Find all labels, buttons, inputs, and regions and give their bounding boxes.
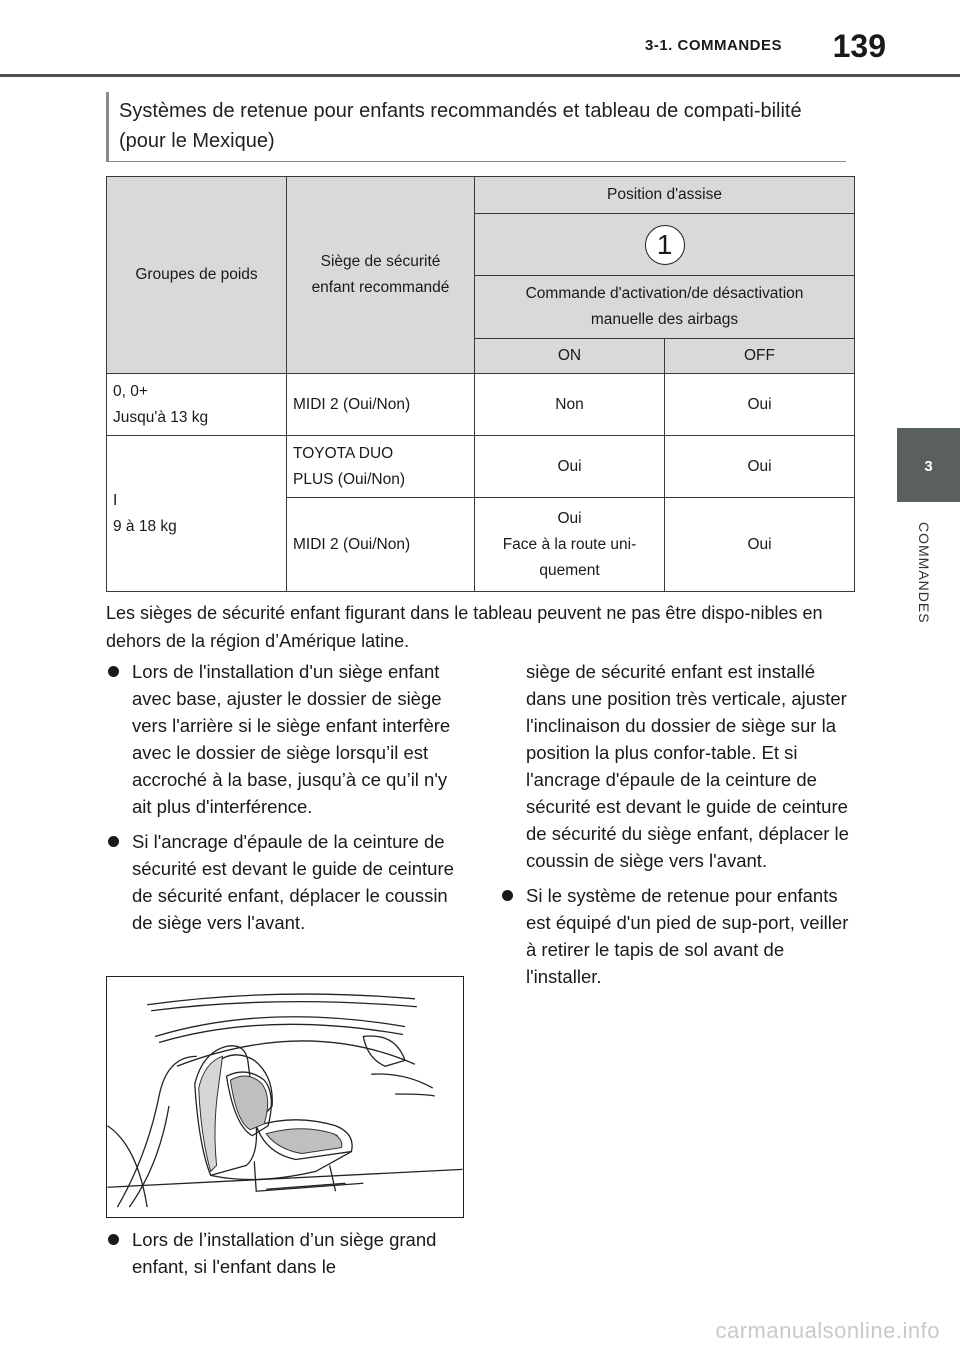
page-number: 139 bbox=[832, 28, 886, 64]
off-cell: Oui bbox=[665, 436, 855, 498]
header-recommended-seat bbox=[287, 177, 475, 374]
list-item-text: Lors de l’installation d’un siège grand enfant, si l'enfant dans le bbox=[132, 1229, 437, 1277]
on-cell: Oui bbox=[475, 436, 665, 498]
header-section-title: 3-1. COMMANDES bbox=[644, 37, 782, 54]
compatibility-table bbox=[106, 176, 855, 592]
watermark: carmanualsonline.info bbox=[715, 1318, 940, 1343]
weight-group-cell bbox=[107, 436, 287, 592]
right-column bbox=[500, 658, 852, 998]
header-seating-position: Position d'assise bbox=[475, 177, 855, 214]
off-cell: Oui bbox=[665, 374, 855, 436]
seat-model-cell: MIDI 2 (Oui/Non) bbox=[287, 374, 475, 436]
chapter-label: COMMANDES bbox=[916, 522, 932, 624]
header-off: OFF bbox=[665, 339, 855, 374]
bullet-icon bbox=[108, 836, 119, 847]
list-item-continuation: siège de sécurité enfant est installé dans une position très verticale, ajuster l'inclinaison du dossier de siège sur la position la plus confor-table. Et si l'ancrage d'épaule de la ceinture de sécurité est devant le guide de ceinture de sécurité du siège enfant, déplacer le coussin de siège vers l'avant. bbox=[526, 661, 849, 871]
on-restriction: Face à la route uni-quement bbox=[502, 535, 637, 579]
weight-group-cell bbox=[107, 374, 287, 436]
availability-note: Les sièges de sécurité enfant figurant dans le tableau peuvent ne pas être dispo-nibles en dehors de la région d’Amérique latine. bbox=[106, 603, 823, 651]
bullet-icon bbox=[502, 890, 513, 901]
bullet-icon bbox=[108, 1234, 119, 1245]
chapter-tab[interactable]: 3 bbox=[897, 428, 960, 502]
on-value: Oui bbox=[557, 509, 582, 527]
header-airbag-command: Commande d'activation/de désactivation manuelle des airbags bbox=[475, 276, 855, 339]
list-item bbox=[106, 1226, 464, 1280]
weight-range: 9 à 18 kg bbox=[113, 517, 177, 535]
header-weight-groups: Groupes de poids bbox=[107, 177, 287, 374]
car-interior-child-seat-image bbox=[107, 977, 463, 1217]
table-row bbox=[107, 374, 855, 436]
header-rule bbox=[0, 74, 960, 77]
header-on: ON bbox=[475, 339, 665, 374]
weight-group-name: 0, 0+ bbox=[113, 382, 148, 400]
header-recommended-seat-text: Siège de sécurité enfant recommandé bbox=[311, 253, 450, 296]
left-column bbox=[106, 658, 464, 944]
list-item bbox=[106, 828, 464, 936]
bullet-icon bbox=[108, 666, 119, 677]
list-item bbox=[106, 658, 464, 820]
off-cell: Oui bbox=[665, 498, 855, 592]
seat-model-cell: MIDI 2 (Oui/Non) bbox=[287, 498, 475, 592]
position-1-icon: 1 bbox=[645, 225, 685, 265]
list-item-text: Si l'ancrage d'épaule de la ceinture de sécurité est devant le guide de ceinture de sécurité enfant, déplacer le coussin de siège vers l'avant. bbox=[132, 831, 454, 933]
section-heading-box bbox=[106, 92, 846, 162]
list-item-text: Lors de l'installation d'un siège enfant avec base, ajuster le dossier de siège vers l'arrière si le siège enfant interfère avec le dossier de siège lorsqu’il est accroché à la base, jusqu’à ce qu’il n'y ait plus d'interférence. bbox=[132, 661, 451, 817]
table-row bbox=[107, 436, 855, 498]
section-title: Systèmes de retenue pour enfants recommandés et tableau de compati-bilité (pour le Mexique) bbox=[119, 100, 802, 152]
on-cell bbox=[475, 498, 665, 592]
list-item-text: Si le système de retenue pour enfants est équipé d'un pied de sup-port, veiller à retirer le tapis de sol avant de l'installer. bbox=[526, 885, 849, 987]
weight-group-name: I bbox=[113, 491, 118, 509]
list-item bbox=[500, 882, 852, 990]
seat-model-cell: TOYOTA DUO PLUS (Oui/Non) bbox=[287, 436, 475, 498]
child-seat-illustration bbox=[106, 976, 464, 1218]
on-cell: Non bbox=[475, 374, 665, 436]
seat-position-marker bbox=[475, 214, 855, 276]
weight-range: Jusqu'à 13 kg bbox=[113, 408, 209, 426]
